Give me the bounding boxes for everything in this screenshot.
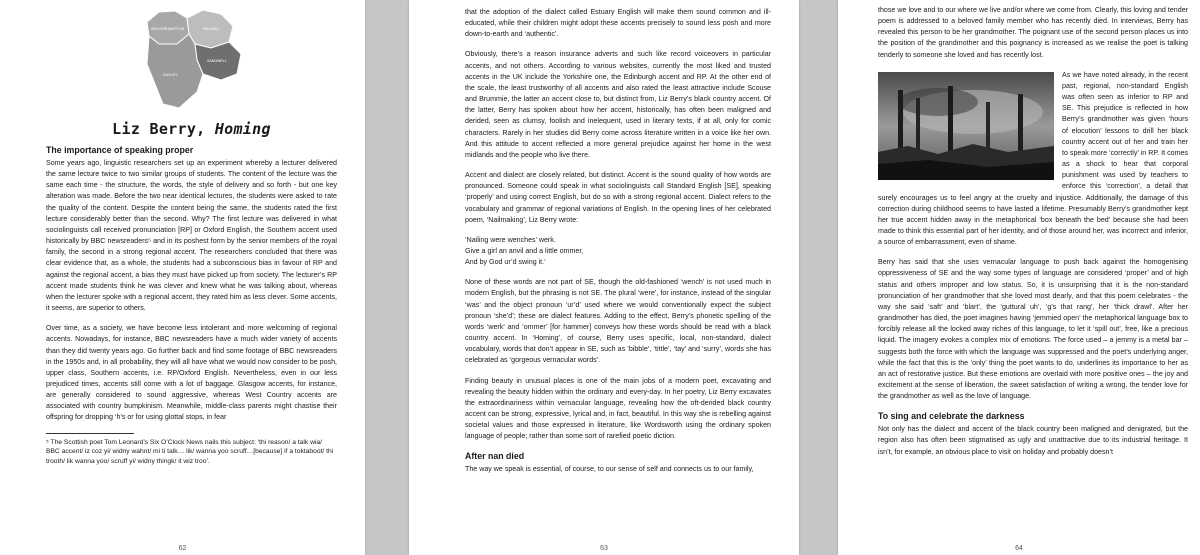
map-label-walsall: WALSALL — [203, 27, 220, 31]
page-62 — [0, 0, 365, 555]
page-number: 62 — [178, 545, 187, 552]
paragraph: Berry has said that she uses vernacular language to push back against the homogenising oppressiveness of SE and the way some types of language are considered ‘proper’ and of high status and others improper and low status. So, it is unsurprising that it is the non-standard pronunciation of her grandmother that she loved most dearly, and that this poem celebrates - the way she said ‘saft’ and ‘blart’, the ‘guttural uh’, ‘g’s that rang’, her ‘thick drawl’. After her grandmother has died, the poet imagines having ‘jemmied open’ the metaphorical language box to forcibly release all the locked away riches of this language, to let it ‘spill out’, free, like a precious liquid. The imagery evokes a complex mix of emotions. The force used – a jemmy is a metal bar – suggests both the force with which the language was suppressed and the poet’s underlying anger, while the fact that this is the ‘only’ thing the poet wants to do, underlines its importance to her as an act of restorative justice. But these emotions are overlaid with more positive ones – the joy and excitement at the sense of liberation, the sweet satisfaction of writing a wrong, the tender love for the grandmother as well as the love of language. — [878, 258, 1188, 401]
paragraph: Obviously, there’s a reason insurance adverts and such like record voiceovers in particular accents, and not others. According to various websites, currently the most liked and trusted accents in the UK include the Yorkshire one, the Edinburgh accent and RP. At the other end of the scale, the least trustworthy of all accents and also rated the least attractive include Scouse and Brummie, the latter an accent close to, but distinct from, Liz Berry’s black country accent. Of the latter, Berry has spoken about how her accent, historically, has often been maligned and derided, seen as clumsy, foolish and inelequent, used in literary texts, if at all, only for comic characters. Rarely in her studies did Berry come across literature written in a voice like her own. And this attitude to accent reflected a more general prejudice against her home in the west midlands and the people who live there. — [465, 50, 771, 159]
paragraph: As we have noted already, in the recent past, regional, non-standard English was often seen as inferior to RP and SE. This prejudice is reflected in how Berry’s grandmother was given ‘hours of elocution’ lessons to drill her black country accent out of her and train her to speak more ‘correctly’ in RP. It comes as a shock to hear that corporal punishment was used by teachers to enforce this ‘correction’, a detail that surely encourages us to feel angry at the cruelty and injustice. Additionally, the damage of this correction during childhood seems to have lasted a lifetime. Presumably Berry’s grandmother kept her true accent hidden away in the metaphorical ‘box beneath the bed’ because she had been made to think this essential part of her identity, and of those around her, was incorrect and inferior, a source of embarrassment, even of shame. — [878, 70, 1188, 247]
paragraph: that the adoption of the dialect called Estuary English will make them sound common and ill-educated, while their children might adopt these accents precisely to sound less posh and more down-to-earth and ‘authentic’. — [465, 8, 771, 39]
black-country-map — [141, 8, 251, 114]
paragraph: The way we speak is essential, of course, to our sense of self and connects us to our family, — [465, 465, 754, 474]
footnote-separator — [46, 433, 134, 434]
page-number: 63 — [600, 545, 608, 552]
page-title: Liz Berry, Homing — [112, 120, 271, 138]
section-heading: The importance of speaking proper — [46, 145, 194, 155]
quote-line: And by God ur’d swing it.’ — [465, 258, 546, 267]
map-label-dudley: DUDLEY — [163, 73, 178, 77]
page-64 — [838, 0, 1200, 555]
poem-quote — [465, 235, 771, 268]
section-heading: After nan died — [465, 451, 525, 462]
footnote: ⁵ The Scottish poet Tom Leonard’s Six O’Clock News nails this subject: ‘thi reason/ a talk wia/ BBC accent/ iz coz yi/ widny wahnt/ mi ti talk… lik/ wanna yoo scruff…[because] if a toktaboot/ thi trooth/ lik wanna yoo/ scruff yi/ widny thingk/ it wiz troo’. — [46, 438, 334, 465]
industrial-chimneys-photo — [878, 72, 1054, 180]
paragraph: Not only has the dialect and accent of the black country been maligned and denigrated, but the region also has often been stigmatised as ugly and unattractive due to its industrial heritage. It isn’t, for example, an obvious place to visit on holiday and probably doesn’t — [878, 425, 1188, 456]
paragraph: Some years ago, linguistic researchers set up an experiment whereby a lecturer delivered the same lecture twice to two similar groups of students. The content of the lecture was the same each time - the structure, the words, the style of delivery and so forth - but one key alteration was made. Before the two near identical lectures, the students were asked to rate the quality of the content. Despite the content being the same, the students rated the first lecture considerably better than the second. Why? The first lecture was delivered in what sociolinguists call received pronunciation [RP] or Oxford English, the Southern accent used historically by BBC newsreaders⁵ and in its poshest form by the senior members of the royal family, the second in a strong regional accent. The researchers concluded that there was clear evidence that, as a whole, the students had a subconscious bias in favour of RP and against the regional accent, a bias they must have picked up from society. The lecturer’s RP accent made students think he was clever and knew what he was talking about, whereas when the lecturer spoke with a regional accent, they rated him as less clever. Some accents, it seems, are superior to others. — [46, 159, 337, 313]
paragraph: Accent and dialect are closely related, but distinct. Accent is the sound quality of how words are pronounced. Someone could speak in what sociolinguists call Standard English [SE], speaking ‘properly’ and using correct English, but do so with a strong regional accent. Dialect refers to the vocabulary and grammar of regional variations of English. In the opening lines of her celebrated poem, ‘Nailmaking’, Liz Berry wrote: — [465, 171, 771, 224]
section-heading: To sing and celebrate the darkness — [878, 411, 1025, 422]
map-label-sandwell: SANDWELL — [207, 59, 227, 63]
paragraph: those we love and to our where we live and/or where we come from. Clearly, this loving and tender poem is addressed to a beloved family member who has recently died. In interviews, Berry has revealed this person to be her grandmother. The poignant use of the second person places us into the position of the grandmother and this poignancy is increased as we realise the poet is talking tenderly to someone she loved and has recently lost. — [878, 6, 1188, 59]
paragraph: Finding beauty in unusual places is one of the main jobs of a modern poet, excavating and revealing the beauty hidden within the ordinary and every-day. In her poetry, Liz Berry excavates the extraordinariness within vernacular language, revealing how the oft-derided black country accent can be strong, expressive, lyrical and, in fact, beautiful. In this way she is rebelling against societal values and those expressed in literature, like Wordsworth using the ordinary spoken language of people; rather than some sort of rarefied poetic diction. — [465, 376, 771, 441]
page-63 — [409, 0, 799, 555]
quote-line: ‘Nailing were wenches’ werk. — [465, 235, 556, 244]
page-number: 64 — [1015, 545, 1023, 552]
quote-line: Give a girl an anvil and a little ommer, — [465, 246, 584, 255]
map-region-dudley — [147, 34, 203, 108]
map-label-wolverhampton: WOLVERHAMPTON — [151, 27, 185, 31]
paragraph: None of these words are not part of SE, though the old-fashioned ‘wench’ is not used much in modern English, but the phrasing is not SE. The plural ‘were’, for instance, instead of the singular ‘was’ and the object pronoun ‘ur’d’ used where we would conventionally expect the subject pronoun ‘she’d’; these are dialect features. Adding to the effect, Berry’s phonetic spelling of the words ‘werk’ and ‘ommer’ [for hammer] conveys how these words should be read with a black country accent. In ‘Homing’, of course, Berry uses specific, local, non-standard, dialect vocabulary, words that don’t appear in SE, such as ‘bibble’, ‘tittle’, ‘tay’ and ‘surry’, words she has celebrated as ‘gorgeous vernacular words’. — [465, 278, 771, 365]
paragraph: Over time, as a society, we have become less intolerant and more welcoming of regional accents. Nowadays, for instance, BBC newsreaders have a much wider variety of accents than they did twenty years ago. Go further back and find some footage of BBC newsreaders in the 1950s and, in all probability, they will all have what we would now consider to be posh, upper class, Southern accents, i.e. RP/Oxford English. Nevertheless, even in our less prejudiced times, accents still come with a lot of baggage. Glasgow accents, for instance, are generally considered to sound aggressive, whereas West Country accents are associated with country bumpkinism. Meanwhile, middle-class parents might chastise their offspring for dropping ‘h’s or for using glottal stops, in fear — [46, 324, 337, 422]
